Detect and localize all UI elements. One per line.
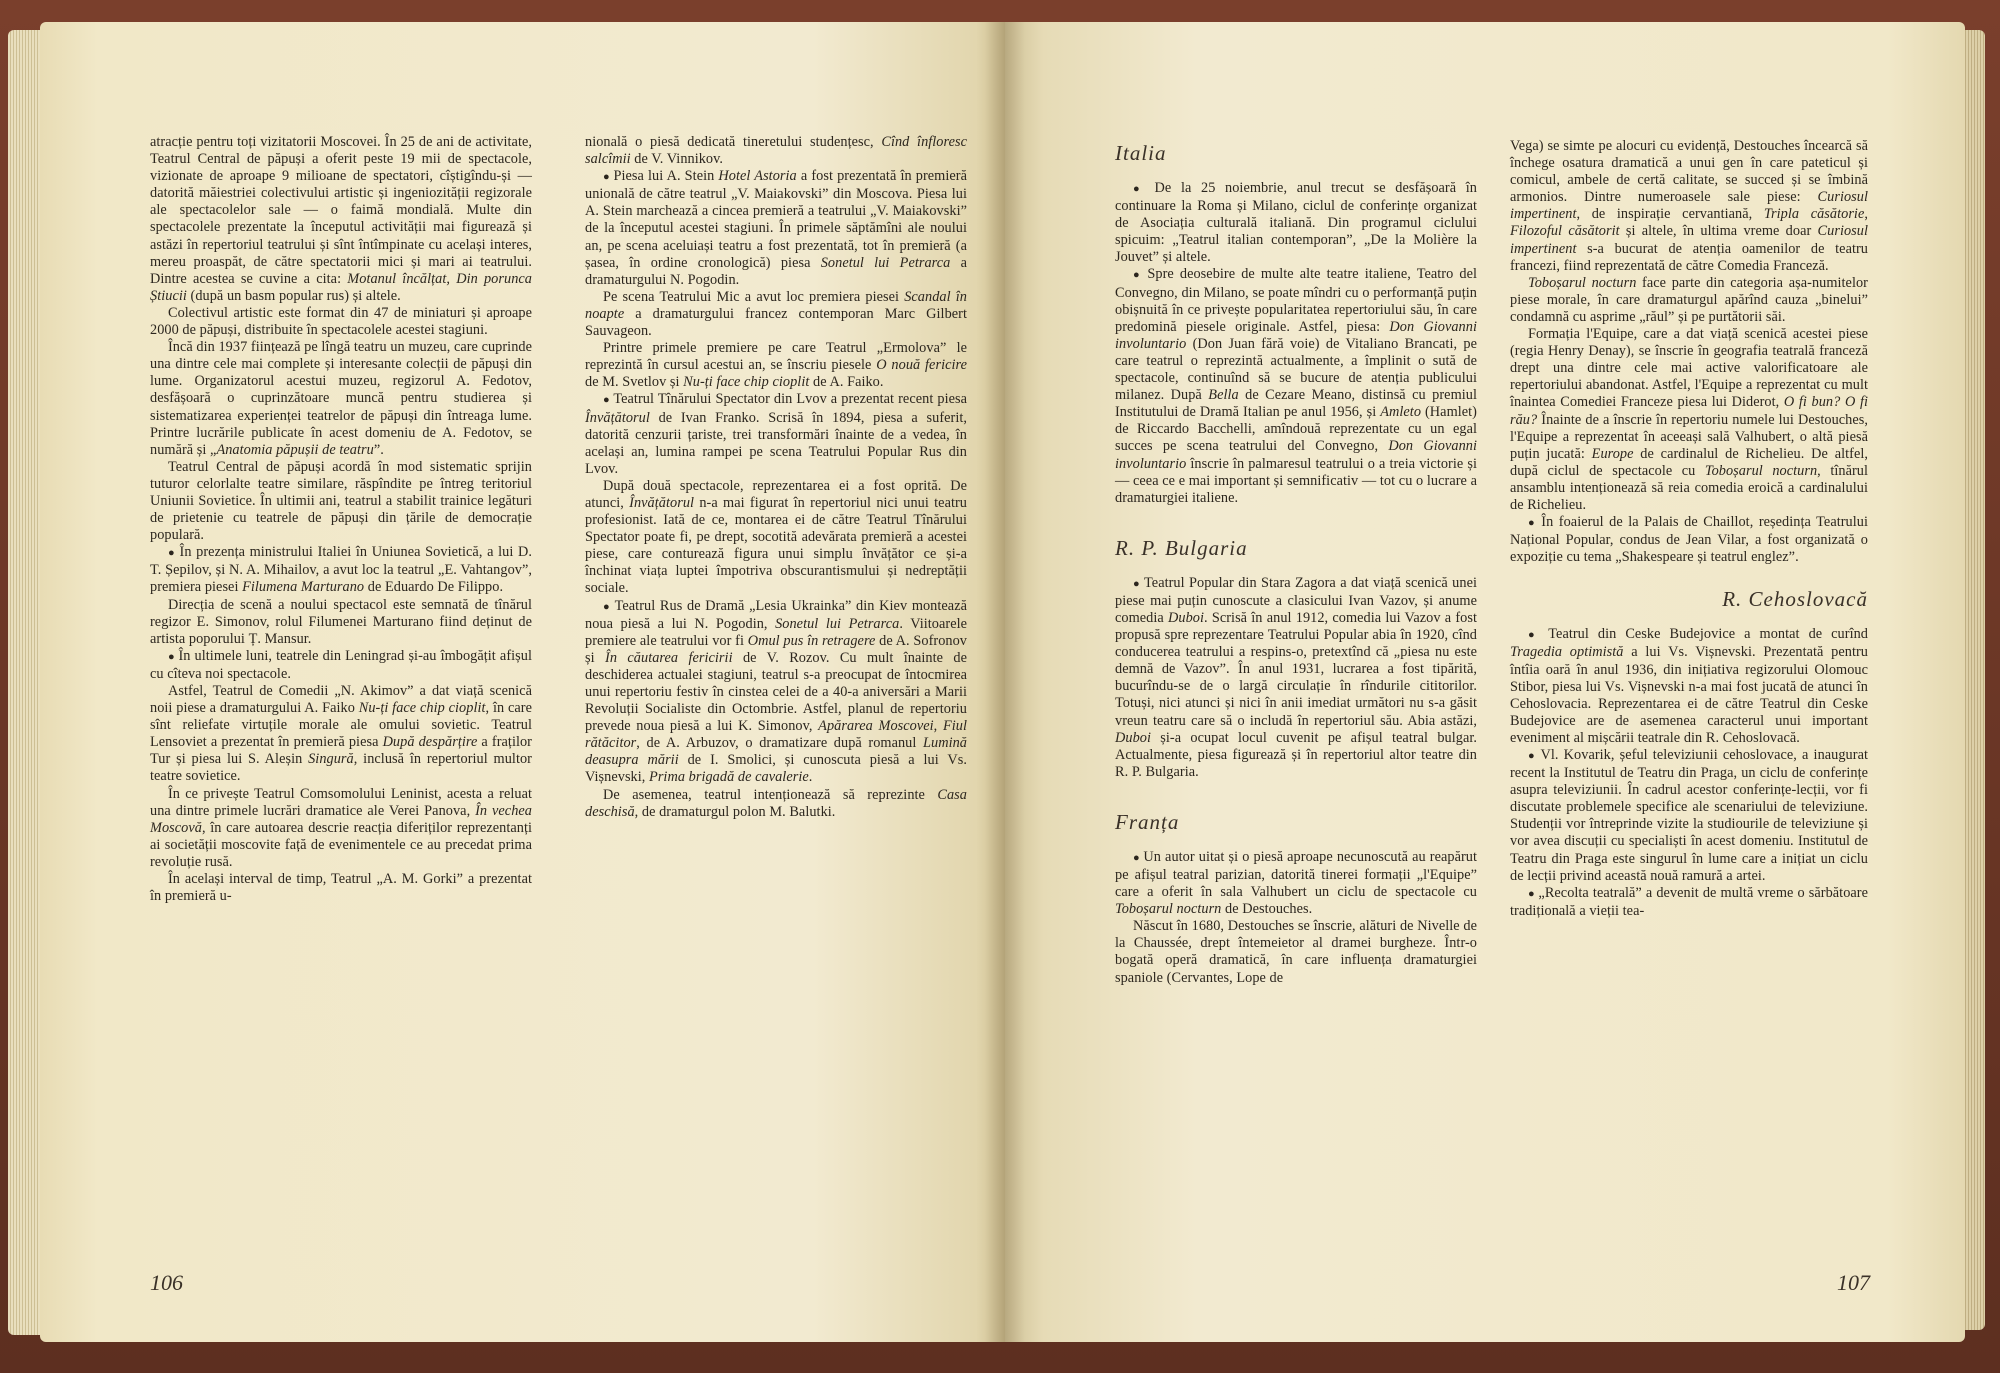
left-page-number: 106 (150, 1270, 183, 1295)
paragraph: Născut în 1680, Destouches se înscrie, alături de Nivelle de la Chaussée, drept întemeietor al dramei burgheze. Într-o bogată operă dramatică, în care influența dramaturgiei spaniole (Cervantes, Lope de (1115, 918, 1477, 986)
paragraph: De asemenea, teatrul intenționează să reprezinte Casa deschisă, de dramaturgul polon M. Balutki. (585, 786, 967, 820)
paragraph: Astfel, Teatrul de Comedii „N. Akimov” a dat viață scenică noii piese a dramaturgului A. Faiko Nu-ți face chip cioplit, în care sînt reliefate virtuțile morale ale omului sovietic. Teatrul Lensoviet a prezentat în premieră piesa După despărțire a fraților Tur și piesa lui S. Aleșin Singură, inclusă în repertoriul multor teatre sovietice. (150, 683, 532, 785)
news-item: ● În prezența ministrului Italiei în Uniunea Sovietică, a lui D. T. Șepilov, și N. A. Mihailov, a avut loc la teatrul „E. Vahtangov”, premiera piesei Filumena Marturano de Eduardo De Filippo. (150, 544, 532, 596)
news-item: ● Teatrul din Ceske Budejovice a montat de curînd Tragedia optimistă a lui Vs. Vișnevski. Prezentată pentru întîia oară în anul 1936, din inițiativa regizorului Olomouc Stibor, piesa lui Vs. Vișnevski n-a mai fost jucată de atunci în Cehoslovacia. Reprezentarea ei de către Teatrul din Ceske Budejovice are de asemenea caracterul unui important eveniment al mișcării teatrale din R. Cehoslovacă. (1510, 626, 1868, 747)
paragraph: Formația l'Equipe, care a dat viață scenică acestei piese (regia Henry Denay), se înscrie în geografia teatrală franceză drept una dintre cele mai active valorificatoare ale repertoriului abandonat. Astfel, l'Equipe a reprezentat cu mult înaintea Comediei Franceze piesa lui Diderot, O fi bun? O fi rău? Înainte de a înscrie în repertoriu numele lui Destouches, l'Equipe a reprezentat în aceeași sală Valhubert, o altă piesă puțin jucată: Europe de cardinalul de Richelieu. De altfel, după ciclul de spectacole cu Toboșarul nocturn, tînărul ansamblu intenționează să reia comedia eroică a cardinalului de Richelieu. (1510, 326, 1868, 513)
news-item: ● Un autor uitat și o piesă aproape necunoscută au reapărut pe afișul teatral parizian, datorită tinerei formații „l'Equipe” care a oferit în sala Valhubert un ciclu de spectacole cu Toboșarul nocturn de Destouches. (1115, 849, 1477, 918)
country-heading: R. P. Bulgaria (1115, 535, 1248, 560)
news-item: ● Teatrul Popular din Stara Zagora a dat viață scenică unei piese mai puțin cunoscute a clasicului Ivan Vazov, și anume comedia Duboi. Scrisă în anul 1912, comedia lui Vazov a fost propusă spre reprezentare Teatrului Popular abia în 1920, cînd conducerea teatrului a respins-o, pretextînd că „piesa nu este demnă de Vazov”. În anul 1931, lucrarea a fost tipărită, bucurîndu-se de o largă circulație în rîndurile cititorilor. Totuși, nici atunci și nici în anii imediat următori nu s-a găsit vreun teatru care să o includă în repertoriul său. Abia astăzi, Duboi și-a ocupat locul cuvenit pe afișul teatral bulgar. Actualmente, piesa figurează și în repertoriul altor teatre din R. P. Bulgaria. (1115, 575, 1477, 781)
paragraph: Colectivul artistic este format din 47 de miniaturi și aproape 2000 de păpuși, distribuite în spectacolele acestei stagiuni. (150, 304, 532, 339)
gutter-shadow (985, 22, 1025, 1342)
news-item: ● Vl. Kovarik, șeful televiziunii cehoslovace, a inaugurat recent la Institutul de Teatru din Praga, un ciclu de conferințe asupra televiziunii. În cadrul acestor conferințe-lecții, vor fi discutate problemele specifice ale scenariului de televiziune. Studenții vor întreprinde vizite la studiourile de televiziune și vor avea discuții cu specialiști în acest domeniu. Institutul de Teatru din Praga este singurul în lume care a inițiat un ciclu de lecții privind această nouă ramură a artei. (1510, 747, 1868, 885)
news-item: ● Teatrul Tînărului Spectator din Lvov a prezentat recent piesa Învățătorul de Ivan Franko. Scrisă în 1894, piesa a suferit, datorită cenzurii țariste, trei transformări înainte de a vedea, în același an, lumina rampei pe scena Teatrului Popular Rus din Lvov. (585, 391, 967, 477)
news-item: ● Spre deosebire de multe alte teatre italiene, Teatro del Convegno, din Milano, se poate mîndri cu o performanță puțin obișnuită în ce privește popularitatea repertoriului său, în care predomină piesele originale. Astfel, piesa: Don Giovanni involuntario (Don Juan fără voie) de Vitaliano Brancati, pe care teatrul o reprezintă actualmente, a împlinit o sută de spectacole, continuînd să se bucure de atenția publicului milanez. După Bella de Cezare Meano, distinsă cu premiul Institutului de Dramă Italian pe anul 1956, și Amleto (Hamlet) de Riccardo Bacchelli, amîndouă reprezentate cu un egal succes pe scena teatrului del Convegno, Don Giovanni involuntario înscrie în palmaresul teatrului o a treia victorie și — ceea ce e mai important și semnificativ — tot cu o lucrare a dramaturgiei italiene. (1115, 266, 1477, 506)
paragraph: nională o piesă dedicată tineretului studențesc, Cînd înfloresc salcîmii de V. Vinnikov. (585, 134, 967, 168)
news-item: ● Teatrul Rus de Dramă „Lesia Ukrainka” din Kiev montează noua piesă a lui N. Pogodin, Sonetul lui Petrarca. Viitoarele premiere ale teatrului vor fi Omul pus în retragere de A. Sofronov și În căutarea fericirii de V. Rozov. Cu mult înainte de deschiderea actualei stagiuni, teatrul s-a preocupat de întocmirea unui repertoriu festiv în cinstea celei de a 40-a aniversări a Marii Revoluții Socialiste din Octombrie. Astfel, planul de repertoriu prevede noua piesă a lui K. Simonov, Apărarea Moscovei, Fiul rătăcitor, de A. Arbuzov, o dramatizare după romanul Lumină deasupra mării de I. Smolici, și cunoscuta piesă a lui Vs. Vișnevski, Prima brigadă de cavalerie. (585, 598, 967, 787)
paragraph: Printre primele premiere pe care Teatrul „Ermolova” le reprezintă în cursul acestui an, se înscriu piesele O nouă fericire de M. Svetlov și Nu-ți face chip cioplit de A. Faiko. (585, 340, 967, 391)
left-page (40, 22, 1005, 1342)
news-item: ● Piesa lui A. Stein Hotel Astoria a fost prezentată în premieră unională de către teatrul „V. Maiakovski” din Moscova. Piesa lui A. Stein marchează a cincea premieră a teatrului „V. Maiakovski” de la începutul acestei stagiuni. În primele săptămîni ale noului an, pe scena aceluiași teatru a fost prezentată, tot în premieră (a șasea, în ordine cronologică) piesa Sonetul lui Petrarca a dramaturgului N. Pogodin. (585, 168, 967, 289)
paragraph: Pe scena Teatrului Mic a avut loc premiera piesei Scandal în noapte a dramaturgului francez contemporan Marc Gilbert Sauvageon. (585, 288, 967, 340)
page-edges-left (8, 30, 42, 1335)
right-page (1005, 22, 1965, 1342)
news-item: ● „Recolta teatrală” a devenit de multă vreme o sărbătoare tradițională a vieții tea- (1510, 885, 1868, 920)
right-page-column-2 (1510, 138, 1868, 920)
paragraph: Vega) se simte pe alocuri cu evidență, Destouches încearcă să închege osatura dramatică a unui gen în care pateticul și comicul, ambele de certă calitate, se succed și se îmbină armonios. Dintre numeroasele sale piese: Curiosul impertinent, de inspirație cervantiană, Tripla căsătorie, Filozoful căsătorit și altele, în ultima vreme doar Curiosul impertinent s-a bucurat de atenția oamenilor de teatru francezi, fiind reprezentată de către Comedia Franceză. (1510, 138, 1868, 274)
left-page-column-1 (150, 134, 532, 905)
paragraph: În același interval de timp, Teatrul „A. M. Gorki” a prezentat în premieră u- (150, 871, 532, 905)
paragraph: Direcția de scenă a noului spectacol este semnată de tînărul regizor E. Simonov, rolul Filumenei Marturano fiind deținut de artista poporului Ț. Mansur. (150, 596, 532, 647)
paragraph: atracție pentru toți vizitatorii Moscovei. În 25 de ani de activitate, Teatrul Central de păpuși a oferit peste 19 mii de spectacole, vizionate de aproape 9 milioane de spectatori, cîștigîndu-și — datorită măiestriei colectivului artistic și ingeniozității regizorale ale spectacolelor sale — o faimă mondială. Multe din spectacolele prezentate la începutul activității mai figurează și astăzi în repertoriul teatrului și sînt întîmpinate cu același interes, mereu proaspăt, de către spectatorii mici și mari ai teatrului. Dintre acestea se cuvine a cita: Motanul încălțat, Din porunca Știucii (după un basm popular rus) și altele. (150, 134, 532, 304)
right-page-number: 107 (1837, 1270, 1870, 1295)
paragraph: Toboșarul nocturn face parte din categoria așa-numitelor piese morale, în care dramaturgul apărînd cauza „binelui” condamnă cu asprime „răul” și pe purtătorii săi. (1510, 274, 1868, 325)
left-page-column-2 (585, 134, 967, 821)
paragraph: Teatrul Central de păpuși acordă în mod sistematic sprijin tuturor celorlalte teatre similare, răspîndite pe întreg teritoriul Uniunii Sovietice. În ultimii ani, teatrul a stabilit trainice legături de prietenie cu teatrele de păpuși din țările de democrație populară. (150, 458, 532, 544)
country-heading: Franța (1115, 809, 1180, 834)
right-page-column-1 (1115, 134, 1477, 987)
news-item: ● În foaierul de la Palais de Chaillot, reședința Teatrului Național Popular, condus de Jean Vilar, a fost organizată o expoziție cu tema „Shakespeare și teatrul englez”. (1510, 514, 1868, 566)
paragraph: Încă din 1937 ființează pe lîngă teatru un muzeu, care cuprinde una dintre cele mai complete și interesante colecții de păpuși din lume. Organizatorul acestui muzeu, regizorul A. Fedotov, desfășoară o cuprinzătoare muncă pentru studierea și sistematizarea experienței teatrelor de păpuși din întreaga lume. Printre lucrările publicate în acest domeniu de A. Fedotov, se numără și „Anatomia păpușii de teatru”. (150, 339, 532, 458)
paragraph: În ce privește Teatrul Comsomolului Leninist, acesta a reluat una dintre primele lucrări dramatice ale Verei Panova, În vechea Moscovă, în care autoarea descrie reacția diferiților reprezentanți ai societății moscovite față de evenimentele ce au precedat prima revoluție rusă. (150, 785, 532, 870)
page-edges-right (1963, 30, 1985, 1330)
country-heading: Italia (1115, 141, 1167, 165)
news-item: ● În ultimele luni, teatrele din Leningrad și-au îmbogățit afișul cu cîteva noi spectacole. (150, 648, 532, 683)
paragraph: După două spectacole, reprezentarea ei a fost oprită. De atunci, Învățătorul n-a mai figurat în repertoriul nici unui teatru profesionist. Iată de ce, montarea ei de către Teatrul Tînărului Spectator poate fi, pe drept, socotită adevărata premieră a acestei piese, care conturează figura unui simplu învățător ce și-a închinat viața luptei împotriva obscurantismului și nedreptății sociale. (585, 477, 968, 597)
country-heading: R. Cehoslovacă (1722, 587, 1868, 612)
news-item: ● De la 25 noiembrie, anul trecut se desfășoară în continuare la Roma și Milano, ciclul de conferințe organizat de Asociația culturală italiană. Din programul ciclului spicuim: „Teatrul italian contemporan”, „De la Molière la Jouvet” și altele. (1115, 180, 1477, 266)
